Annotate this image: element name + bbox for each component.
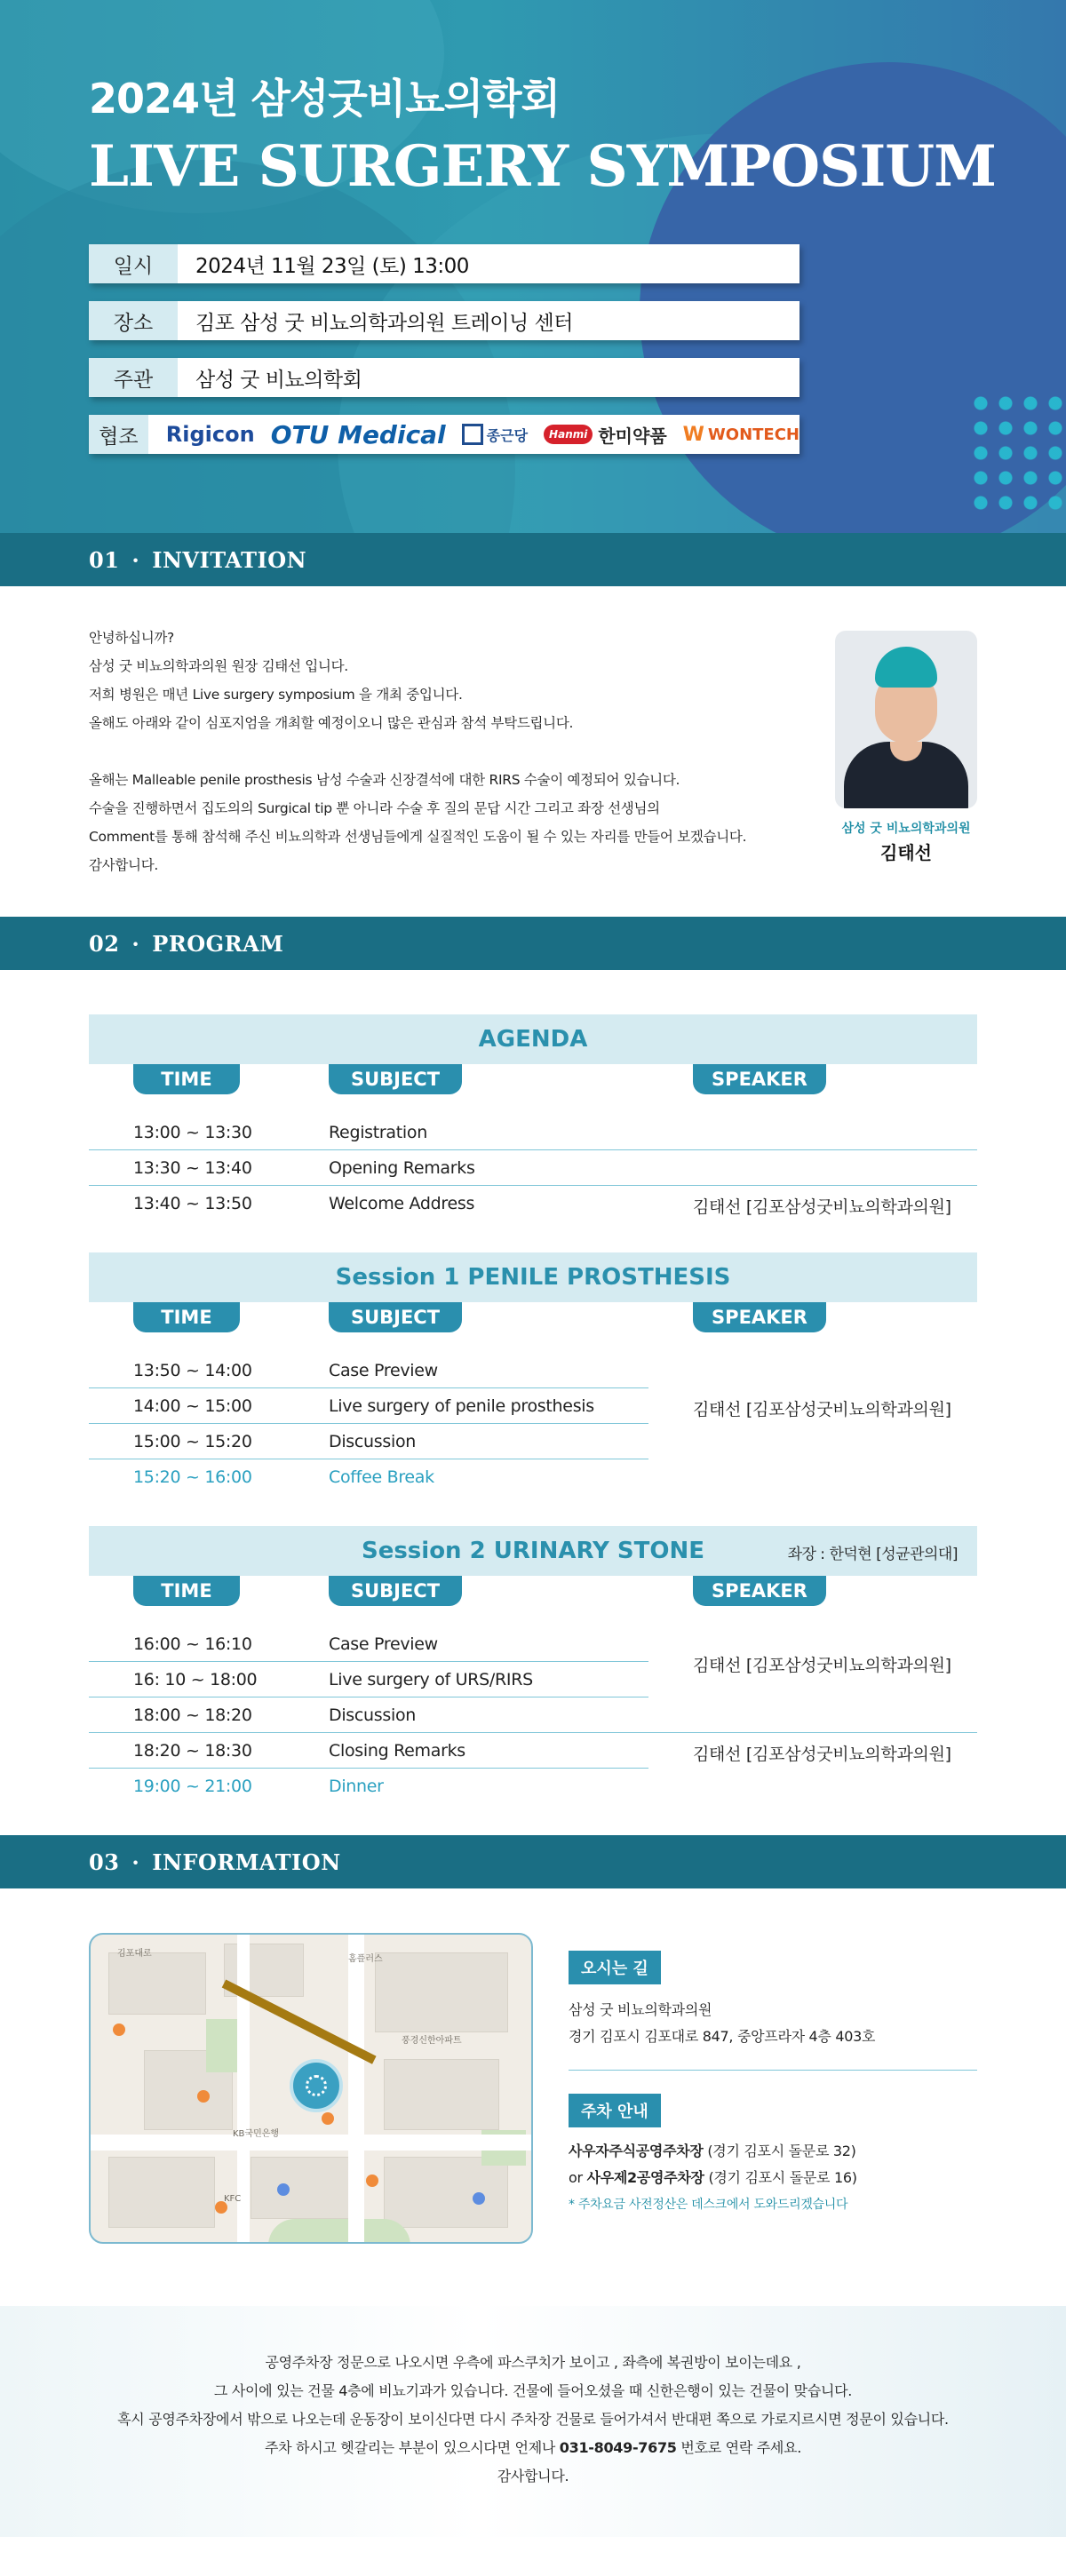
footer-line: 그 사이에 있는 건물 4층에 비뇨기과가 있습니다. 건물에 들어오셨을 때 신한은행이 있는 건물이 맞습니다. bbox=[213, 2382, 853, 2399]
decorative-dots bbox=[968, 391, 1066, 515]
information-section bbox=[0, 1888, 1066, 2288]
time-header: TIME bbox=[133, 1302, 240, 1332]
section-header-information: 03 · INFORMATION bbox=[0, 1835, 1066, 1888]
agenda-table bbox=[89, 1014, 977, 1220]
invitation-section bbox=[0, 586, 1066, 917]
rigicon-logo: Rigicon bbox=[165, 422, 255, 447]
subject-header: SUBJECT bbox=[329, 1302, 462, 1332]
parking-tag: 주차 안내 bbox=[569, 2094, 661, 2127]
session1-title: Session 1 PENILE PROSTHESIS bbox=[89, 1252, 977, 1302]
clinic-name: 삼성 굿 비뇨의학과의원 bbox=[569, 2001, 712, 2018]
event-title-korean: 2024년 삼성굿비뇨의학회 bbox=[89, 75, 560, 123]
table-row: 13:50 ~ 14:00 Case Preview bbox=[133, 1361, 438, 1380]
info-row-date bbox=[89, 244, 800, 283]
table-row: 13:00 ~ 13:30 Registration bbox=[133, 1123, 427, 1142]
info-row-venue bbox=[89, 301, 800, 340]
footer-line: 주차 하시고 헷갈리는 부분이 있으시다면 언제나 031-8049-7675 번호로 연락 주세요. bbox=[264, 2439, 802, 2456]
footer-line: 감사합니다. bbox=[497, 2468, 569, 2485]
director-photo bbox=[835, 631, 977, 808]
location-map[interactable]: 김포대로 홈플러스 풍경신한아파트 KB국민은행 KFC bbox=[89, 1933, 533, 2244]
speaker-header: SPEAKER bbox=[693, 1302, 826, 1332]
table-row: 18:00 ~ 18:20 Discussion bbox=[133, 1705, 417, 1725]
info-label: 주관 bbox=[89, 358, 178, 397]
speaker-header: SPEAKER bbox=[693, 1064, 826, 1094]
footer-line: 공영주차장 정문으로 나오시면 우측에 파스쿠치가 보이고 , 좌측에 복권방이 보이는데요 , bbox=[265, 2354, 801, 2371]
info-label: 장소 bbox=[89, 301, 178, 340]
photo-caption-clinic: 삼성 굿 비뇨의학과의원 bbox=[841, 822, 971, 836]
photo-caption-name: 김태선 bbox=[880, 842, 932, 863]
time-header: TIME bbox=[133, 1576, 240, 1606]
table-row: 14:00 ~ 15:00 Live surgery of penile prosthesis bbox=[133, 1396, 594, 1416]
parking-lot-1: 사우자주식공영주차장 (경기 김포시 돌문로 32) bbox=[569, 2143, 856, 2159]
subject-header: SUBJECT bbox=[329, 1064, 462, 1094]
session1-table bbox=[89, 1252, 977, 1494]
hero-banner bbox=[0, 0, 1066, 533]
table-row: 16:00 ~ 16:10 Case Preview bbox=[133, 1634, 438, 1654]
info-value: 삼성 굿 비뇨의학회 bbox=[195, 368, 362, 392]
table-row: 13:30 ~ 13:40 Opening Remarks bbox=[133, 1158, 475, 1178]
sponsor-logos bbox=[148, 415, 800, 454]
agenda-title: AGENDA bbox=[89, 1014, 977, 1064]
session2-title: Session 2 URINARY STONE 좌장 : 한덕현 [성균관의대] bbox=[89, 1526, 977, 1576]
chong-kun-dang-logo: 종근당 bbox=[462, 424, 528, 445]
info-row-sponsors bbox=[89, 415, 800, 454]
table-row: 18:20 ~ 18:30 Closing Remarks 김태선 [김포삼성굿비뇨의학과의원] bbox=[133, 1741, 951, 1764]
session2-chair: 좌장 : 한덕현 [성균관의대] bbox=[787, 1546, 958, 1563]
info-value: 2024년 11월 23일 (토) 13:00 bbox=[195, 254, 469, 278]
event-title-english: LIVE SURGERY SYMPOSIUM bbox=[89, 133, 996, 200]
info-value: 김포 삼성 굿 비뇨의학과의원 트레이닝 센터 bbox=[195, 311, 573, 335]
info-label: 협조 bbox=[89, 415, 148, 454]
table-row: 16: 10 ~ 18:00 Live surgery of URS/RIRS bbox=[133, 1670, 533, 1690]
location-pin-icon[interactable] bbox=[290, 2059, 343, 2112]
session2-table bbox=[89, 1526, 977, 1803]
subject-header: SUBJECT bbox=[329, 1576, 462, 1606]
section-header-invitation: 01 · INVITATION bbox=[0, 533, 1066, 586]
footer-line: 혹시 공영주차장에서 밖으로 나오는데 운동장이 보이신다면 다시 주차장 건물로 들어가셔서 반대편 쪽으로 가로지르시면 정문이 있습니다. bbox=[117, 2411, 949, 2428]
table-row-highlight: 15:20 ~ 16:00 Coffee Break bbox=[133, 1467, 434, 1487]
invitation-letter: 안녕하십니까? 삼성 굿 비뇨의학과의원 원장 김태선 입니다. 저희 병원은 매년 Live surgery symposium 을 개최 중입니다. 올해도 아래와 같이 심포지엄을 개최할 예정이오니 많은 관심과 참석 부탁드립니다. 올해는 Malleable penile prosthesis 남성 수술과 신장결석에 대한 RIRS 수술이 예정되어 있습니다. 수술을 진행하면서 집도의의 Surgical tip 뿐 아니라 수술 후 질의 문답 시간 그리고 좌장 선생님의 Comment를 통해 참석해 주신 비뇨의학과 선생님들에게 실질적인 도움이 될 수 있는 자리를 만들어 보겠습니다. 감사합니다. bbox=[89, 630, 747, 873]
session1-speaker: 김태선 [김포삼성굿비뇨의학과의원] bbox=[693, 1400, 951, 1419]
table-row: 13:40 ~ 13:50 Welcome Address 김태선 [김포삼성굿비뇨의학과의원] bbox=[133, 1194, 951, 1217]
info-label: 일시 bbox=[89, 244, 178, 283]
wontech-logo: W WONTECH bbox=[682, 423, 800, 446]
info-row-host bbox=[89, 358, 800, 397]
hanmi-logo: Hanmi 한미약품 bbox=[544, 422, 667, 448]
table-row: 15:00 ~ 15:20 Discussion bbox=[133, 1432, 417, 1451]
otu-medical-logo: OTU Medical bbox=[270, 419, 446, 449]
clinic-address: 경기 김포시 김포대로 847, 중앙프라자 4층 403호 bbox=[569, 2028, 876, 2045]
session2-speaker: 김태선 [김포삼성굿비뇨의학과의원] bbox=[693, 1656, 951, 1675]
parking-note: * 주차요금 사전정산은 데스크에서 도와드리겠습니다 bbox=[569, 2198, 848, 2212]
directions-info bbox=[569, 1951, 977, 2213]
parking-lot-2: or 사우제2공영주차장 (경기 김포시 돌문로 16) bbox=[569, 2169, 857, 2186]
speaker-header: SPEAKER bbox=[693, 1576, 826, 1606]
program-section bbox=[0, 970, 1066, 1835]
directions-tag: 오시는 길 bbox=[569, 1951, 661, 1984]
footer-directions bbox=[0, 2306, 1066, 2537]
section-header-program: 02 · PROGRAM bbox=[0, 917, 1066, 970]
contact-phone[interactable]: 031-8049-7675 bbox=[559, 2439, 677, 2456]
table-row-highlight: 19:00 ~ 21:00 Dinner bbox=[133, 1777, 384, 1796]
time-header: TIME bbox=[133, 1064, 240, 1094]
event-info-list bbox=[89, 244, 800, 472]
